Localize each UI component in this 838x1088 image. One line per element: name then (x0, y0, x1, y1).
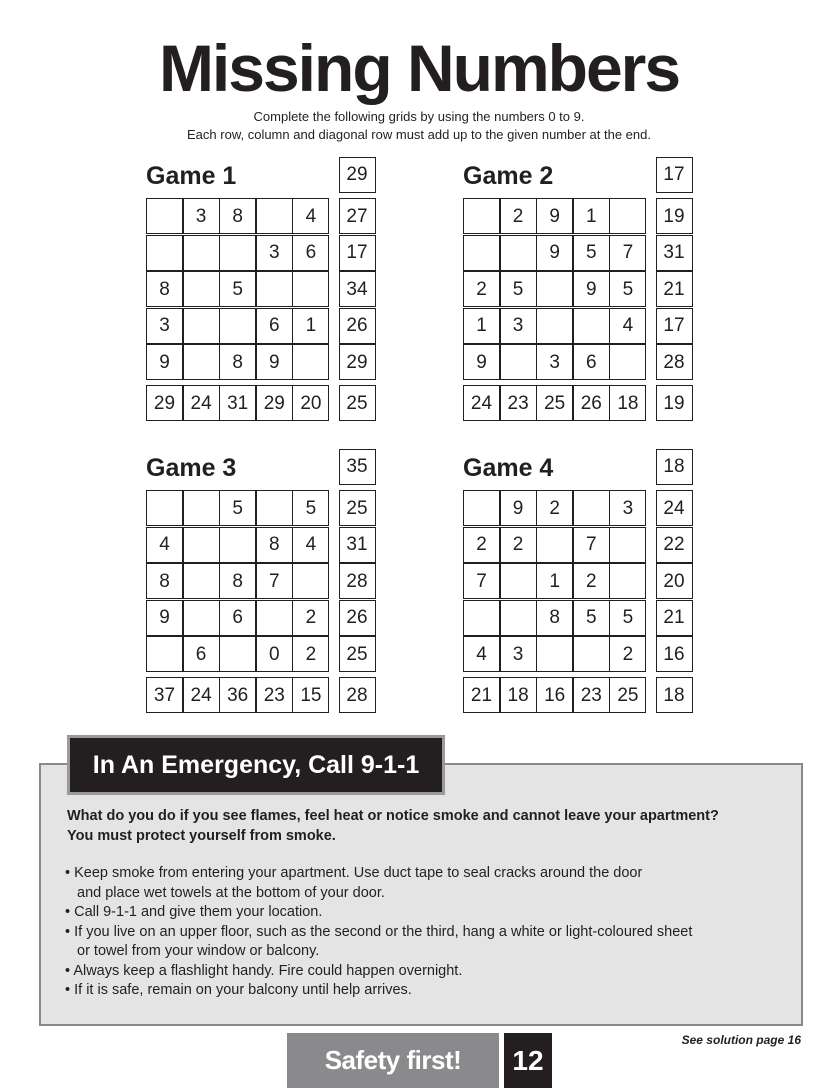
row-total: 34 (339, 271, 376, 307)
grid-cell: 6 (183, 636, 220, 672)
tip-line: or towel from your window or balcony. (77, 943, 320, 959)
emergency-tip (65, 923, 785, 962)
column-total: 15 (292, 677, 329, 713)
grid-cell[interactable] (463, 235, 500, 271)
grid-cell: 9 (146, 344, 183, 380)
grid-cell[interactable] (146, 235, 183, 271)
grid-cell: 6 (573, 344, 610, 380)
emergency-lead-line: What do you do if you see flames, feel heat or notice smoke and cannot leave your apartment? (67, 808, 719, 824)
game-title: Game 2 (463, 162, 554, 190)
tip-line: Call 9-1-1 and give them your location. (74, 904, 323, 920)
grid-cell: 2 (573, 563, 610, 599)
grid-cell: 3 (183, 198, 220, 234)
grid-cell: 2 (463, 271, 500, 307)
grid-cell[interactable] (536, 271, 573, 307)
grid-cell: 8 (146, 563, 183, 599)
row-total: 25 (339, 490, 376, 526)
grid-cell[interactable] (500, 344, 537, 380)
diagonal-total: 18 (656, 449, 693, 485)
grid-cell: 4 (292, 198, 329, 234)
grid-cell: 1 (536, 563, 573, 599)
grid-cell: 8 (256, 527, 293, 563)
grid-cell[interactable] (573, 636, 610, 672)
grid-cell[interactable] (609, 344, 646, 380)
grid-cell: 1 (463, 308, 500, 344)
grid-cell[interactable] (183, 600, 220, 636)
grid-cell: 2 (292, 600, 329, 636)
grid-cell: 7 (256, 563, 293, 599)
grid-cell[interactable] (609, 198, 646, 234)
grid-cell: 8 (219, 563, 256, 599)
column-total: 23 (573, 677, 610, 713)
page-title: Missing Numbers (158, 31, 680, 105)
emergency-tip (65, 903, 785, 923)
grid-cell: 2 (609, 636, 646, 672)
grid-cell: 0 (256, 636, 293, 672)
row-total: 22 (656, 527, 693, 563)
grid-cell[interactable] (609, 563, 646, 599)
tip-line: If it is safe, remain on your balcony until help arrives. (74, 982, 412, 998)
grid-cell: 8 (219, 198, 256, 234)
column-total: 29 (146, 385, 183, 421)
column-total: 20 (292, 385, 329, 421)
grid-cell[interactable] (463, 490, 500, 526)
grid-cell[interactable] (292, 563, 329, 599)
row-total: 28 (339, 563, 376, 599)
grid-cell: 4 (609, 308, 646, 344)
grid-cell[interactable] (500, 563, 537, 599)
column-total: 25 (609, 677, 646, 713)
grid-cell: 5 (573, 235, 610, 271)
grid-cell: 8 (219, 344, 256, 380)
corner-total: 25 (339, 385, 376, 421)
corner-total: 28 (339, 677, 376, 713)
grid-cell: 3 (146, 308, 183, 344)
row-total: 19 (656, 198, 693, 234)
column-total: 29 (256, 385, 293, 421)
grid-cell: 6 (219, 600, 256, 636)
grid-cell[interactable] (146, 636, 183, 672)
grid-cell: 7 (463, 563, 500, 599)
row-total: 17 (656, 308, 693, 344)
grid-cell: 8 (536, 600, 573, 636)
game-title: Game 1 (146, 162, 237, 190)
grid-cell[interactable] (292, 344, 329, 380)
page-number: 12 (504, 1033, 552, 1088)
row-total: 25 (339, 636, 376, 672)
emergency-tip (65, 864, 785, 903)
emergency-tips-list (65, 864, 785, 1001)
grid-cell: 5 (573, 600, 610, 636)
column-total: 23 (500, 385, 537, 421)
grid-cell[interactable] (256, 600, 293, 636)
grid-cell[interactable] (609, 527, 646, 563)
instruction-line-1: Complete the following grids by using the numbers 0 to 9. (253, 109, 585, 124)
grid-cell: 9 (463, 344, 500, 380)
grid-cell[interactable] (463, 198, 500, 234)
diagonal-total: 29 (339, 157, 376, 193)
grid-cell: 2 (463, 527, 500, 563)
grid-cell: 9 (256, 344, 293, 380)
grid-cell: 5 (500, 271, 537, 307)
grid-cell: 9 (536, 198, 573, 234)
grid-cell: 4 (292, 527, 329, 563)
grid-cell[interactable] (256, 490, 293, 526)
column-total: 18 (500, 677, 537, 713)
grid-cell: 9 (536, 235, 573, 271)
grid-cell: 7 (609, 235, 646, 271)
column-total: 16 (536, 677, 573, 713)
emergency-heading: In An Emergency, Call 9-1-1 (67, 735, 445, 795)
grid-cell: 8 (146, 271, 183, 307)
grid-cell[interactable] (219, 527, 256, 563)
row-total: 17 (339, 235, 376, 271)
emergency-lead-line: You must protect yourself from smoke. (67, 828, 336, 844)
grid-cell[interactable] (536, 308, 573, 344)
grid-cell: 2 (500, 198, 537, 234)
grid-cell[interactable] (573, 490, 610, 526)
instruction-line-2: Each row, column and diagonal row must add up to the given number at the end. (187, 127, 651, 142)
row-total: 31 (339, 527, 376, 563)
grid-cell: 3 (500, 308, 537, 344)
grid-cell[interactable] (256, 198, 293, 234)
grid-cell[interactable] (256, 271, 293, 307)
tip-line: Keep smoke from entering your apartment. Use duct tape to seal cracks around the door (74, 865, 643, 881)
grid-cell[interactable] (183, 563, 220, 599)
grid-cell[interactable] (183, 527, 220, 563)
grid-cell[interactable] (463, 600, 500, 636)
row-total: 31 (656, 235, 693, 271)
grid-cell: 2 (536, 490, 573, 526)
grid-cell: 3 (609, 490, 646, 526)
tip-line: and place wet towels at the bottom of your door. (77, 884, 385, 901)
grid-cell: 5 (609, 271, 646, 307)
column-total: 37 (146, 677, 183, 713)
emergency-lead (67, 806, 787, 846)
grid-cell: 2 (500, 527, 537, 563)
grid-cell[interactable] (219, 235, 256, 271)
column-total: 36 (219, 677, 256, 713)
emergency-tip (65, 962, 785, 982)
grid-cell: 5 (219, 490, 256, 526)
grid-cell: 5 (609, 600, 646, 636)
column-total: 18 (609, 385, 646, 421)
grid-cell[interactable] (146, 490, 183, 526)
row-total: 29 (339, 344, 376, 380)
grid-cell[interactable] (183, 308, 220, 344)
grid-cell[interactable] (183, 490, 220, 526)
row-total: 26 (339, 600, 376, 636)
grid-cell: 2 (292, 636, 329, 672)
grid-cell[interactable] (183, 344, 220, 380)
corner-total: 18 (656, 677, 693, 713)
grid-cell[interactable] (146, 198, 183, 234)
grid-cell[interactable] (536, 636, 573, 672)
grid-cell[interactable] (183, 235, 220, 271)
game-title: Game 4 (463, 454, 554, 482)
row-total: 21 (656, 600, 693, 636)
column-total: 24 (463, 385, 500, 421)
column-total: 25 (536, 385, 573, 421)
grid-cell[interactable] (292, 271, 329, 307)
grid-cell[interactable] (573, 308, 610, 344)
column-total: 24 (183, 385, 220, 421)
diagonal-total: 35 (339, 449, 376, 485)
grid-cell: 4 (146, 527, 183, 563)
grid-cell[interactable] (500, 600, 537, 636)
tip-line: Always keep a flashlight handy. Fire could happen overnight. (73, 962, 463, 979)
grid-cell[interactable] (219, 636, 256, 672)
grid-cell: 9 (146, 600, 183, 636)
column-total: 26 (573, 385, 610, 421)
grid-cell: 9 (573, 271, 610, 307)
column-total: 21 (463, 677, 500, 713)
grid-cell: 9 (500, 490, 537, 526)
grid-cell[interactable] (219, 308, 256, 344)
row-total: 27 (339, 198, 376, 234)
solution-note: See solution page 16 (681, 1033, 801, 1047)
emergency-tip (65, 981, 785, 1001)
row-total: 21 (656, 271, 693, 307)
column-total: 23 (256, 677, 293, 713)
tip-line: If you live on an upper floor, such as the second or the third, hang a white or light-coloured sheet (74, 923, 693, 940)
row-total: 24 (656, 490, 693, 526)
grid-cell: 3 (500, 636, 537, 672)
grid-cell[interactable] (500, 235, 537, 271)
grid-cell: 5 (292, 490, 329, 526)
grid-cell: 7 (573, 527, 610, 563)
diagonal-total: 17 (656, 157, 693, 193)
grid-cell: 5 (219, 271, 256, 307)
footer-label: Safety first! (287, 1033, 499, 1088)
grid-cell: 6 (292, 235, 329, 271)
column-total: 24 (183, 677, 220, 713)
grid-cell[interactable] (183, 271, 220, 307)
row-total: 28 (656, 344, 693, 380)
grid-cell: 1 (573, 198, 610, 234)
column-total: 31 (219, 385, 256, 421)
grid-cell: 3 (256, 235, 293, 271)
grid-cell: 1 (292, 308, 329, 344)
corner-total: 19 (656, 385, 693, 421)
row-total: 16 (656, 636, 693, 672)
grid-cell: 4 (463, 636, 500, 672)
grid-cell: 6 (256, 308, 293, 344)
grid-cell[interactable] (536, 527, 573, 563)
grid-cell: 3 (536, 344, 573, 380)
row-total: 20 (656, 563, 693, 599)
game-title: Game 3 (146, 454, 237, 482)
row-total: 26 (339, 308, 376, 344)
